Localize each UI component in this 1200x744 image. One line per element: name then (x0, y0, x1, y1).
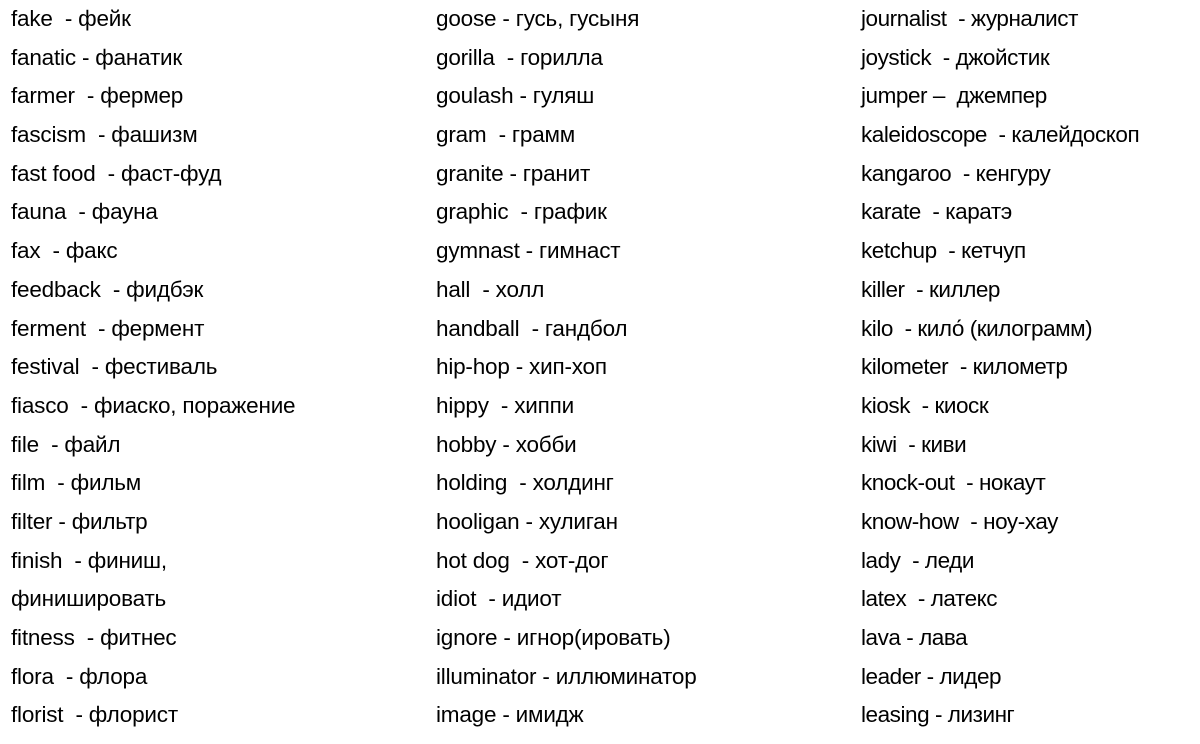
vocabulary-entry: knock-out - нокаут (861, 470, 1046, 496)
vocabulary-entry: latex - латекс (861, 586, 998, 612)
vocabulary-entry: know-how - ноу-хау (861, 508, 1058, 534)
vocabulary-entry: fauna - фауна (11, 199, 158, 225)
vocabulary-entry: filter - фильтр (11, 508, 148, 534)
vocabulary-entry: hot dog - хот-дог (436, 547, 609, 573)
vocabulary-entry: fanatic - фанатик (11, 44, 183, 70)
vocabulary-entry: kiosk - киоск (861, 392, 989, 418)
vocabulary-entry: hippy - хиппи (436, 392, 574, 418)
vocabulary-entry: fake - фейк (11, 6, 131, 31)
vocabulary-column-3 (861, 0, 1200, 735)
vocabulary-entry: image - имидж (436, 702, 584, 728)
vocabulary-entry: финишировать (11, 586, 167, 612)
vocabulary-entry: granite - гранит (436, 160, 591, 186)
vocabulary-entry: goose - гусь, гусыня (436, 6, 640, 31)
vocabulary-entry: ignore - игнор(ировать) (436, 625, 671, 650)
vocabulary-entry: fiasco - фиаско, поражение (11, 392, 296, 418)
vocabulary-entry: flora - флора (11, 663, 148, 689)
vocabulary-entry: film - фильм (11, 470, 142, 496)
vocabulary-entry: handball - гандбол (436, 315, 628, 341)
vocabulary-entry: ferment - фермент (11, 315, 205, 341)
vocabulary-entry: finish - финиш, (11, 547, 167, 573)
vocabulary-entry: kaleidoscope - калейдоскоп (861, 122, 1140, 148)
vocabulary-entry: gram - грамм (436, 122, 576, 148)
vocabulary-entry: joystick - джойстик (861, 44, 1050, 70)
vocabulary-entry: hip-hop - хип-хоп (436, 354, 607, 380)
vocabulary-entry: killer - киллер (861, 276, 1000, 302)
vocabulary-entry: jumper – джемпер (861, 83, 1047, 109)
vocabulary-entry: fast food - фаст-фуд (11, 160, 222, 186)
vocabulary-entry: illuminator - иллюминатор (436, 663, 697, 689)
vocabulary-entry: hall - холл (436, 276, 545, 302)
vocabulary-entry: lady - леди (861, 547, 974, 573)
vocabulary-entry: graphic - график (436, 199, 607, 225)
vocabulary-column-2 (436, 0, 851, 735)
vocabulary-entry: gorilla - горилла (436, 44, 603, 70)
vocabulary-entry: karate - каратэ (861, 199, 1012, 225)
vocabulary-entry: festival - фестиваль (11, 354, 218, 380)
vocabulary-entry: ketchup - кетчуп (861, 238, 1026, 264)
vocabulary-entry: leasing - лизинг (861, 702, 1015, 728)
vocabulary-entry: kilo - кило́ (килограмм) (861, 315, 1093, 341)
vocabulary-entry: fitness - фитнес (11, 625, 177, 650)
vocabulary-entry: journalist - журналист (861, 6, 1078, 31)
vocabulary-column-1 (11, 0, 426, 735)
vocabulary-entry: fax - факс (11, 238, 118, 264)
vocabulary-entry: idiot - идиот (436, 586, 562, 612)
vocabulary-entry: goulash - гуляш (436, 83, 595, 109)
vocabulary-entry: feedback - фидбэк (11, 276, 204, 302)
vocabulary-entry: lava - лава (861, 625, 968, 650)
vocabulary-entry: file - файл (11, 431, 121, 457)
vocabulary-entry: hooligan - хулиган (436, 508, 618, 534)
vocabulary-entry: gymnast - гимнаст (436, 238, 621, 264)
vocabulary-entry: holding - холдинг (436, 470, 614, 496)
vocabulary-entry: farmer - фермер (11, 83, 184, 109)
vocabulary-entry: kiwi - киви (861, 431, 967, 457)
vocabulary-entry: kilometer - километр (861, 354, 1068, 380)
vocabulary-entry: leader - лидер (861, 663, 1002, 689)
vocabulary-entry: hobby - хобби (436, 431, 577, 457)
vocabulary-entry: florist - флорист (11, 702, 178, 728)
vocabulary-entry: kangaroo - кенгуру (861, 160, 1051, 186)
vocabulary-entry: fascism - фашизм (11, 122, 198, 148)
